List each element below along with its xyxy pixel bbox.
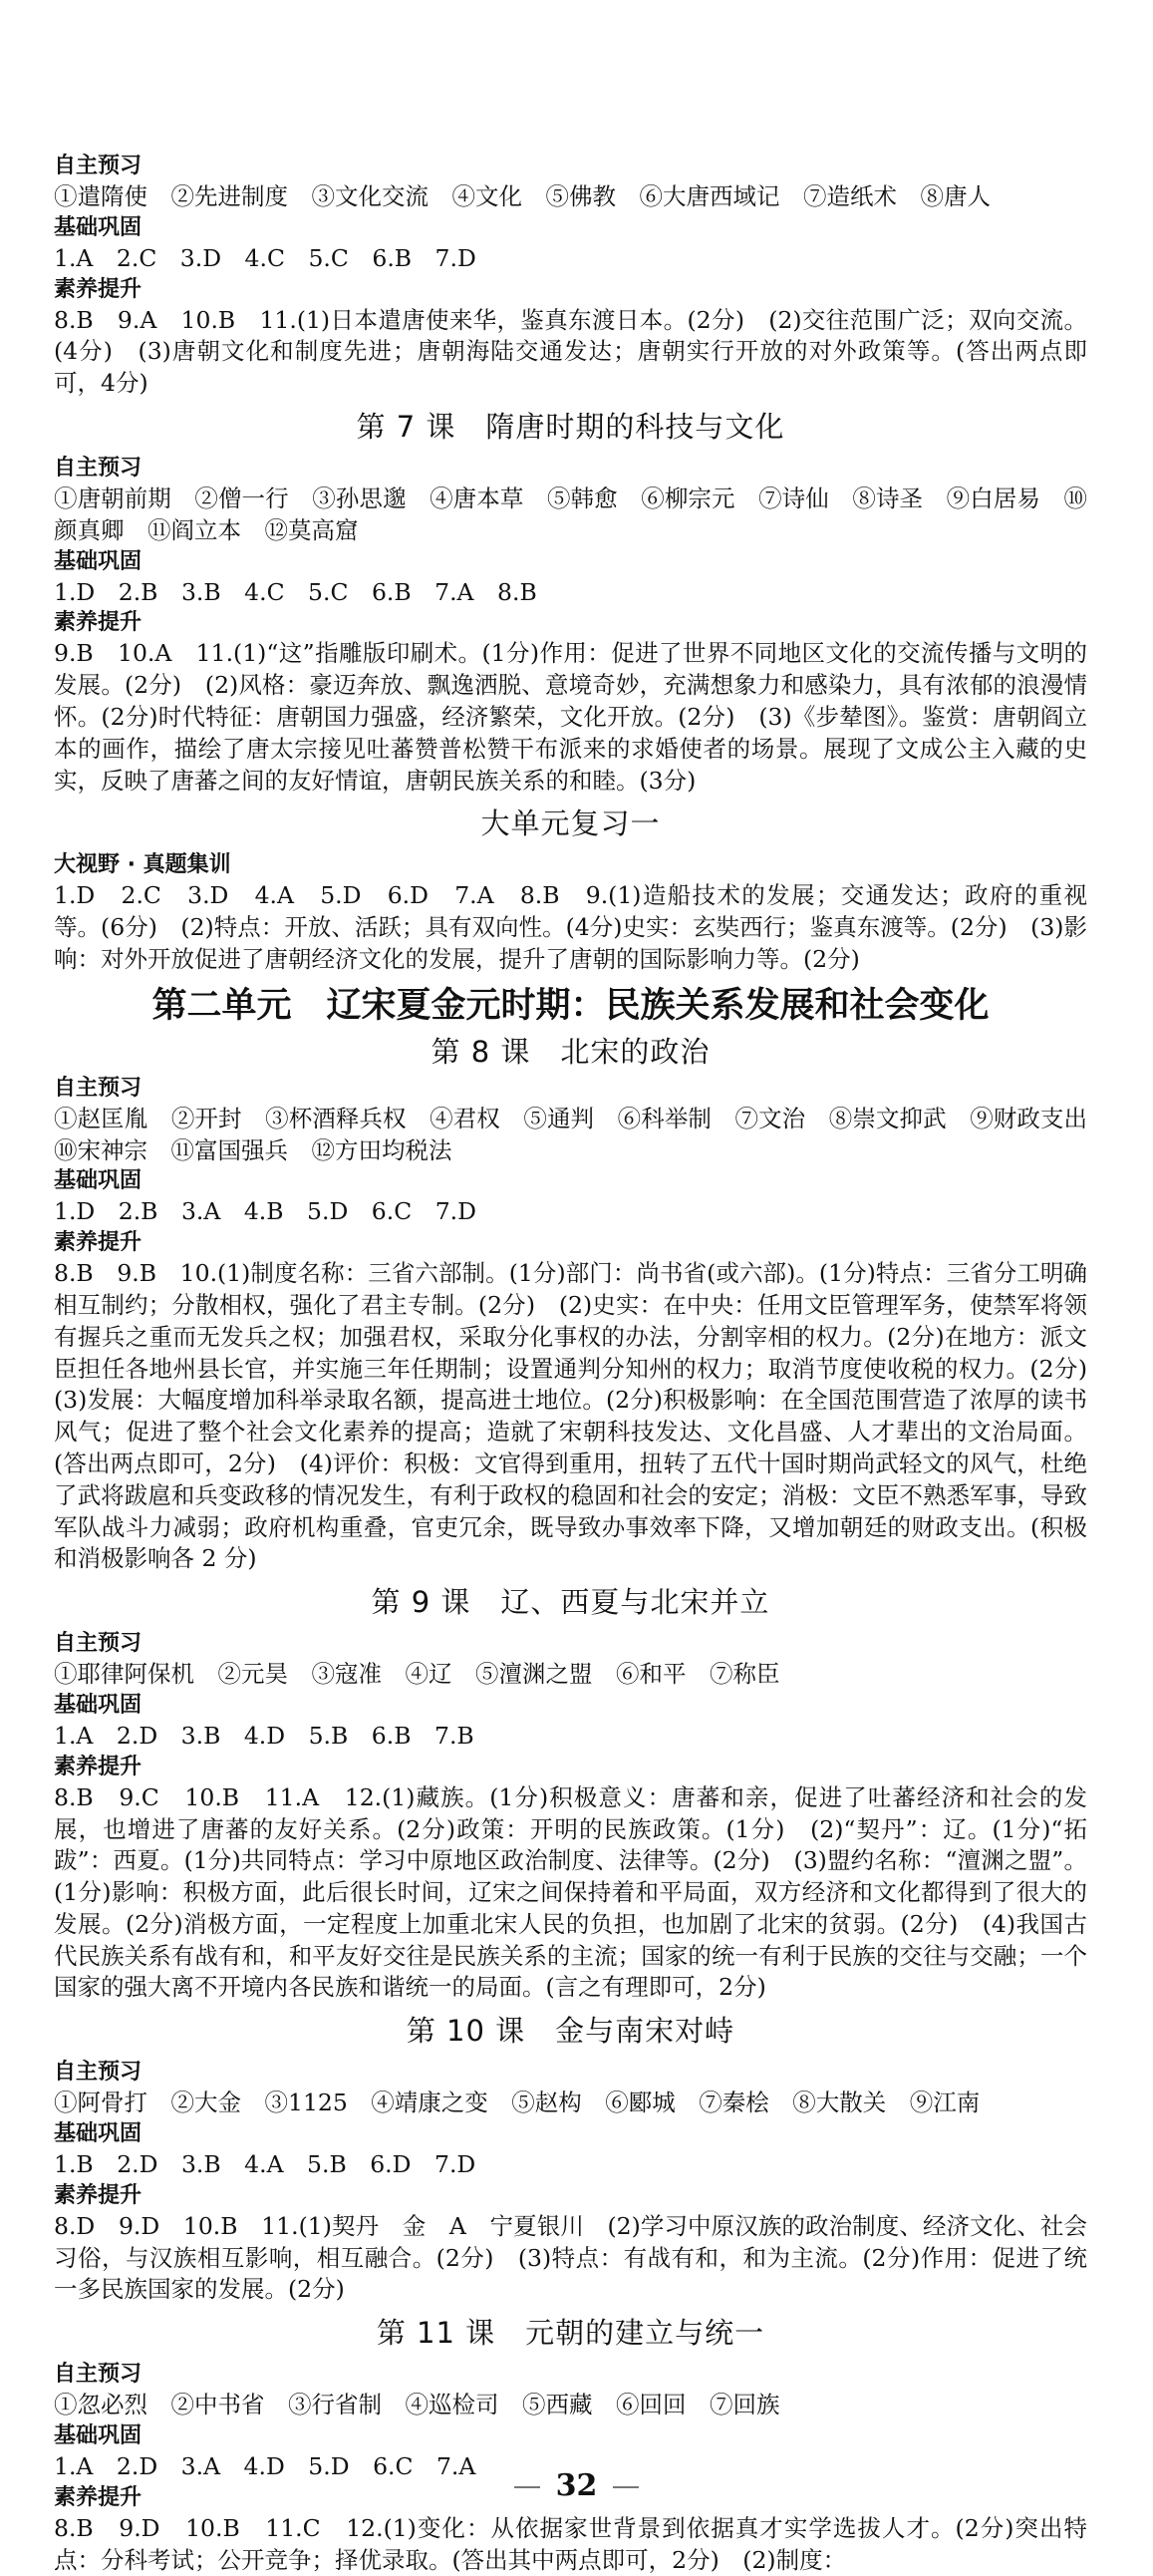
- heading-improvement: 素养提升: [54, 276, 143, 302]
- lesson-title: 第 10 课 金与南宋对峙: [406, 2014, 735, 2049]
- answers-basics: 1.A 2.D 3.B 4.D 5.B 6.B 7.B: [54, 1721, 474, 1750]
- heading-basics: 基础巩固: [54, 548, 143, 574]
- heading-preview: 自主预习: [54, 455, 143, 481]
- footer-dash-left: [514, 2486, 540, 2488]
- section-lesson-7: [54, 400, 1087, 797]
- section-lesson-8: [54, 1030, 1111, 1575]
- heading-improvement: 素养提升: [54, 2182, 143, 2208]
- answers-preview: ①耶律阿保机 ②元昊 ③寇准 ④辽 ⑤澶渊之盟 ⑥和平 ⑦称臣: [54, 1660, 780, 1689]
- lesson-title: 第 8 课 北宋的政治: [431, 1034, 711, 1069]
- section-review-1: [54, 797, 1087, 975]
- answers-preview: ①唐朝前期 ②僧一行 ③孙思邈 ④唐本草 ⑤韩愈 ⑥柳宗元 ⑦诗仙 ⑧诗圣 ⑨白居易 ⑩颜真卿 ⑪阎立本 ⑫莫高窟: [54, 483, 1087, 544]
- answers-improvement: 8.B 9.D 10.B 11.C 12.(1)变化：从依据家世背景到依据真才实学选拔人才。(2分)突出特点：分科考试；公开竞争；择优录取。(答出其中两点即可，2分) (2)制度：: [54, 2513, 1087, 2574]
- answers-exam-practice: 1.D 2.C 3.D 4.A 5.D 6.D 7.A 8.B 9.(1)造船技术的发展；交通发达；政府的重视等。(6分) (2)特点：开放、活跃；具有双向性。(4分)史实：玄奘西行；鉴真东渡等。(2分) (3)影响：对外开放促进了唐朝经济文化的发展，提升了唐朝的国际影响力等。(2分): [54, 881, 1087, 973]
- heading-basics: 基础巩固: [54, 2121, 143, 2147]
- unit-title: 第二单元 辽宋夏金元时期：民族关系发展和社会变化: [151, 985, 990, 1026]
- heading-improvement: 素养提升: [54, 2484, 143, 2510]
- heading-preview: 自主预习: [54, 1631, 143, 1657]
- answers-basics: 1.D 2.B 3.B 4.C 5.C 6.B 7.A 8.B: [54, 577, 537, 606]
- lesson-title: 第 7 课 隋唐时期的科技与文化: [356, 409, 785, 444]
- heading-preview: 自主预习: [54, 2060, 143, 2086]
- answers-improvement: 9.B 10.A 11.(1)“这”指雕版印刷术。(1分)作用：促进了世界不同地区文化的交流传播与文明的发展。(2分) (2)风格：豪迈奔放、飘逸洒脱、意境奇妙，充满想象力和感染力，具有浓郁的浪漫情怀。(2分)时代特征：唐朝国力强盛，经济繁荣，文化开放。(2分) (3)《步辇图》。鉴赏：唐朝阎立本的画作，描绘了唐太宗接见吐蕃赞普松赞干布派来的求婚使者的场景。展现了文成公主入藏的史实，反映了唐蕃之间的友好情谊，唐朝民族关系的和睦。(3分): [54, 639, 1087, 795]
- answers-preview: ①阿骨打 ②大金 ③1125 ④靖康之变 ⑤赵构 ⑥郾城 ⑦秦桧 ⑧大散关 ⑨江南: [54, 2089, 981, 2117]
- review-title: 大单元复习一: [480, 806, 661, 841]
- section-lesson-11: [54, 2306, 1087, 2576]
- answers-basics: 1.A 2.D 3.A 4.D 5.D 6.C 7.A: [54, 2452, 476, 2481]
- heading-preview: 自主预习: [54, 154, 143, 178]
- heading-basics: 基础巩固: [54, 214, 143, 240]
- page-footer: [0, 2466, 1153, 2506]
- page-number: 32: [555, 2468, 598, 2503]
- heading-improvement: 素养提升: [54, 610, 143, 636]
- heading-exam-practice: 大视野 · 真题集训: [54, 852, 231, 878]
- answers-basics: 1.A 2.C 3.D 4.C 5.C 6.B 7.D: [54, 243, 476, 272]
- answers-basics: 1.B 2.D 3.B 4.A 5.B 6.D 7.D: [54, 2150, 476, 2179]
- answers-improvement: 8.D 9.D 10.B 11.(1)契丹 金 A 宁夏银川 (2)学习中原汉族的政治制度、经济文化、社会习俗，与汉族相互影响，相互融合。(2分) (3)特点：有战有和，和为主流。(2分)作用：促进了统一多民族国家的发展。(2分): [54, 2211, 1087, 2304]
- answers-improvement: 8.B 9.A 10.B 11.(1)日本遣唐使来华，鉴真东渡日本。(2分) (2)交往范围广泛；双向交流。(4分) (3)唐朝文化和制度先进；唐朝海陆交通发达；唐朝实行开放的对外政策等。(答出两点即可，4分): [54, 305, 1087, 398]
- heading-improvement: 素养提升: [54, 1754, 143, 1779]
- answers-preview: ①赵匡胤 ②开封 ③杯酒释兵权 ④君权 ⑤通判 ⑥科举制 ⑦文治 ⑧崇文抑武 ⑨财政支出 ⑩宋神宗 ⑪富国强兵 ⑫方田均税法: [54, 1104, 1111, 1164]
- footer-dash-right: [613, 2486, 639, 2488]
- lesson-title: 第 11 课 元朝的建立与统一: [376, 2316, 765, 2351]
- section-lesson-10: [54, 2004, 1087, 2306]
- heading-basics: 基础巩固: [54, 2423, 143, 2449]
- answers-preview: ①遣隋使 ②先进制度 ③文化交流 ④文化 ⑤佛教 ⑥大唐西域记 ⑦造纸术 ⑧唐人: [54, 182, 991, 210]
- heading-basics: 基础巩固: [54, 1168, 143, 1194]
- heading-preview: 自主预习: [54, 1075, 143, 1101]
- answers-improvement: 8.B 9.C 10.B 11.A 12.(1)藏族。(1分)积极意义：唐蕃和亲，促进了吐蕃经济和社会的发展，也增进了唐蕃的友好关系。(2分)政策：开明的民族政策。(1分) (2)“契丹”：辽。(1分)“拓跋”：西夏。(1分)共同特点：学习中原地区政治制度、法律等。(2分) (3)盟约名称：“澶渊之盟”。(1分)影响：积极方面，此后很长时间，辽宋之间保持着和平局面，双方经济和文化都得到了很大的发展。(2分)消极方面，一定程度上加重北宋人民的负担，也加剧了北宋的贫弱。(2分) (4)我国古代民族关系有战有和，和平友好交往是民族关系的主流；国家的统一有利于民族的交往与交融；一个国家的强大离不开境内各民族和谐统一的局面。(言之有理即可，2分): [54, 1782, 1087, 2002]
- section-lesson-9: [54, 1575, 1087, 2004]
- heading-improvement: 素养提升: [54, 1230, 143, 1256]
- heading-preview: 自主预习: [54, 2362, 143, 2388]
- answers-improvement: 8.B 9.B 10.(1)制度名称：三省六部制。(1分)部门：尚书省(或六部)。(1分)特点：三省分工明确相互制约；分散相权，强化了君主专制。(2分) (2)史实：在中央：任用文臣管理军务，使禁军将领有握兵之重而无发兵之权；加强君权，采取分化事权的办法，分割宰相的权力。(2分)在地方：派文臣担任各地州县长官，并实施三年任期制；设置通判分知州的权力；取消节度使收税的权力。(2分) (3)发展：大幅度增加科举录取名额，提高进士地位。(2分)积极影响：在全国范围营造了浓厚的读书风气；促进了整个社会文化素养的提高；造就了宋朝科技发达、文化昌盛、人才辈出的文治局面。(答出两点即可，2分) (4)评价：积极：文官得到重用，扭转了五代十国时期尚武轻文的风气，杜绝了武将跋扈和兵变政移的情况发生，有利于政权的稳固和社会的安定；消极：文臣不熟悉军事，导致军队战斗力减弱；政府机构重叠，官吏冗余，既导致办事效率下降，又增加朝廷的财政支出。(积极和消极影响各 2 分): [54, 1259, 1111, 1573]
- heading-basics: 基础巩固: [54, 1692, 143, 1718]
- lesson-title: 第 9 课 辽、西夏与北宋并立: [371, 1585, 770, 1620]
- answers-preview: ①忽必烈 ②中书省 ③行省制 ④巡检司 ⑤西藏 ⑥回回 ⑦回族: [54, 2391, 780, 2419]
- section-lesson-6-tail: [54, 152, 1087, 400]
- answers-basics: 1.D 2.B 3.A 4.B 5.D 6.C 7.D: [54, 1197, 476, 1226]
